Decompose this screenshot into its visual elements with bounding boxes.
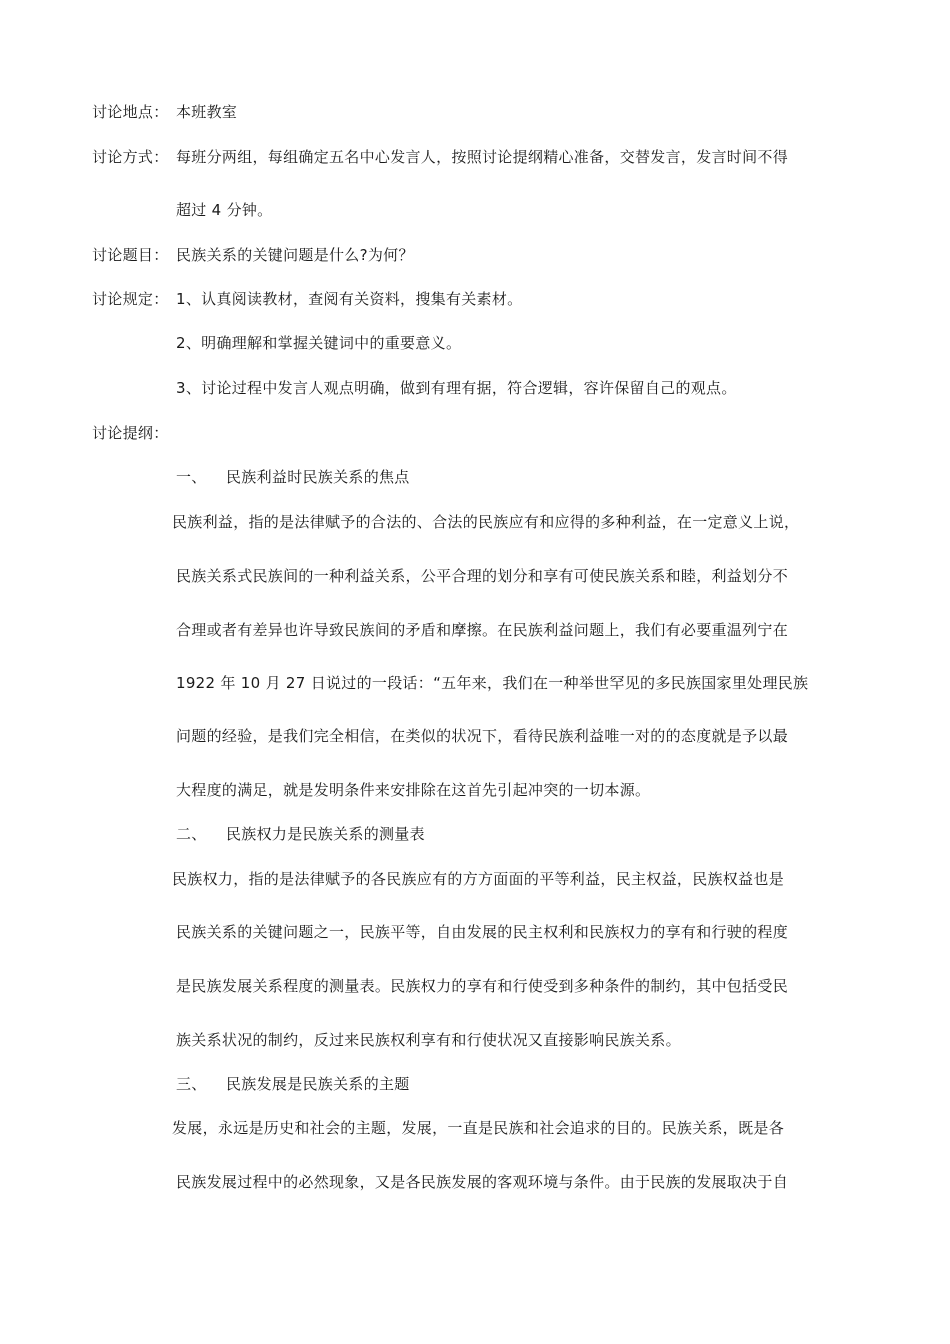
section-3-number: 三、: [176, 1075, 207, 1093]
topic-value: 民族关系的关键问题是什么?为何？: [176, 246, 414, 264]
location-label: 讨论地点：: [92, 103, 169, 121]
rules-label: 讨论规定：: [92, 290, 169, 308]
rules-item-2: 2、明确理解和掌握关键词中的重要意义。: [176, 334, 462, 352]
section-3-line-1: 发展，永远是历史和社会的主题，发展，一直是民族和社会追求的目的。民族关系，既是各: [172, 1119, 785, 1137]
section-3-line-2: 民族发展过程中的必然现象，又是各民族发展的客观环境与条件。由于民族的发展取决于自: [176, 1173, 789, 1191]
section-3-heading: 民族发展是民族关系的主题: [226, 1075, 410, 1093]
method-value-line1: 每班分两组，每组确定五名中心发言人，按照讨论提纲精心准备，交替发言，发言时间不得: [176, 148, 789, 166]
section-2-heading-row: [176, 824, 425, 844]
method-value-line2: 超过 4 分钟。: [176, 201, 273, 219]
rules-item-1: 1、认真阅读教材，查阅有关资料，搜集有关素材。: [176, 290, 523, 308]
section-1-line-1: 民族利益，指的是法律赋予的合法的、合法的民族应有和应得的多种利益，在一定意义上说，: [172, 513, 800, 531]
section-1-line-3: 合理或者有差异也许导致民族间的矛盾和摩擦。在民族利益问题上，我们有必要重温列宁在: [176, 621, 789, 639]
rules-item-3: 3、讨论过程中发言人观点明确，做到有理有据，符合逻辑，容许保留自己的观点。: [176, 379, 737, 397]
section-2-line-4: 族关系状况的制约，反过来民族权利享有和行使状况又直接影响民族关系。: [176, 1031, 681, 1049]
location-value: 本班教室: [176, 103, 238, 121]
section-2-line-1: 民族权力，指的是法律赋予的各民族应有的方方面面的平等利益，民主权益，民族权益也是: [172, 870, 785, 888]
topic-label: 讨论题目：: [92, 246, 169, 264]
section-1-line-2: 民族关系式民族间的一种利益关系，公平合理的划分和享有可使民族关系和睦，利益划分不: [176, 567, 789, 585]
section-2-heading: 民族权力是民族关系的测量表: [226, 825, 425, 843]
section-2-line-2: 民族关系的关键问题之一，民族平等，自由发展的民主权利和民族权力的享有和行驶的程度: [176, 923, 789, 941]
section-1-line-6: 大程度的满足，就是发明条件来安排除在这首先引起冲突的一切本源。: [176, 781, 651, 799]
section-1-heading-row: [176, 467, 410, 487]
section-2-number: 二、: [176, 825, 207, 843]
outline-label: 讨论提纲：: [92, 424, 169, 442]
section-1-number: 一、: [176, 468, 207, 486]
rules-row: [92, 289, 522, 309]
location-row: [92, 102, 237, 122]
section-1-line-5: 问题的经验，是我们完全相信，在类似的状况下，看待民族利益唯一对的的态度就是予以最: [176, 727, 789, 745]
method-row: [92, 147, 788, 167]
section-2-line-3: 是民族发展关系程度的测量表。民族权力的享有和行使受到多种条件的制约，其中包括受民: [176, 977, 789, 995]
section-1-heading: 民族利益时民族关系的焦点: [226, 468, 410, 486]
method-label: 讨论方式：: [92, 148, 169, 166]
topic-row: [92, 245, 414, 265]
section-3-heading-row: [176, 1074, 410, 1094]
section-1-line-4: 1922 年 10 月 27 日说过的一段话：“五年来，我们在一种举世罕见的多民族国家里处理民族: [176, 674, 809, 692]
